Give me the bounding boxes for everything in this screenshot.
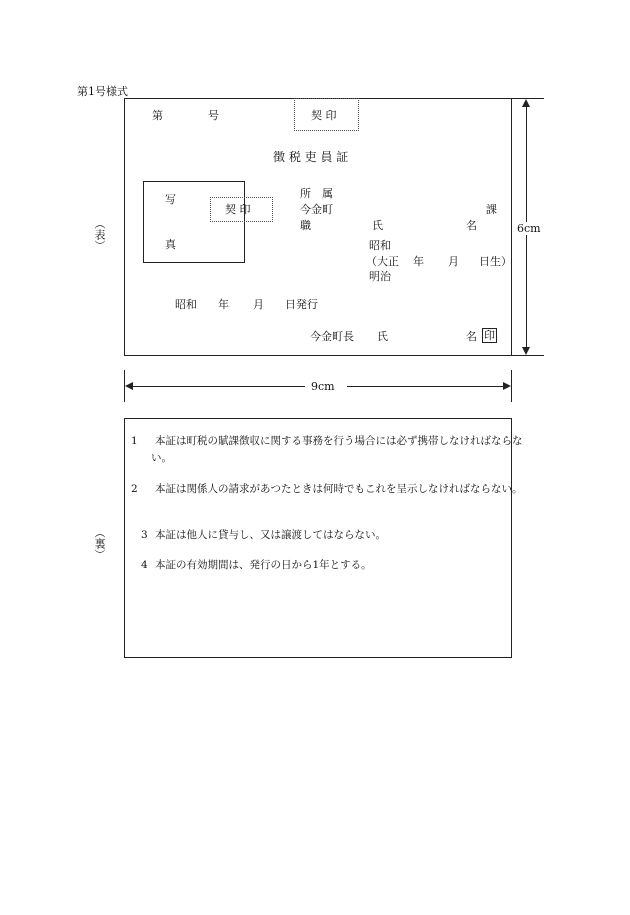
width-ext-right	[511, 370, 512, 402]
seal-top-label: 契 印	[311, 109, 337, 122]
name-label-2: 名	[466, 219, 477, 232]
height-label: 6cm	[517, 222, 541, 235]
front-side-label: （表）	[93, 218, 106, 251]
number-prefix: 第	[152, 109, 163, 122]
form-label: 第1号様式	[77, 85, 128, 98]
photo-box	[143, 181, 245, 263]
width-dimension-line-left	[130, 386, 305, 387]
issuer-title: 今金町長	[310, 330, 354, 343]
affiliation-value: 今金町	[300, 203, 333, 216]
card-title: 徴 税 吏 員 証	[273, 150, 349, 164]
width-label: 9cm	[311, 380, 335, 393]
name-label-1: 氏	[372, 219, 383, 232]
height-arrow-down-icon	[522, 347, 530, 355]
number-suffix: 号	[208, 109, 219, 122]
era-meiji: 明治	[369, 270, 391, 283]
seal-photo-label: 契 印	[225, 203, 251, 216]
height-arrow-up-icon	[522, 99, 530, 107]
era-taisho: （大正	[366, 255, 399, 268]
note-4-text: 本証の有効期間は、発行の日から1年とする。	[155, 559, 372, 571]
issue-era: 昭和	[175, 298, 197, 311]
photo-bottom-label: 真	[165, 238, 176, 251]
note-2-number: 2	[131, 483, 138, 495]
note-4	[141, 557, 513, 574]
birth-day: 日生）	[479, 255, 512, 268]
issue-year: 年	[218, 298, 229, 311]
note-1-text: 本証は町税の賦課徴収に関する事務を行う場合には必ず携帯しなければならない。	[151, 435, 523, 464]
issuer-name-1: 氏	[377, 330, 388, 343]
affiliation-label: 所 属	[300, 187, 333, 200]
height-ext-bottom	[512, 355, 544, 356]
birth-month: 月	[448, 255, 459, 268]
era-showa: 昭和	[369, 239, 391, 252]
note-1-number: 1	[131, 435, 138, 447]
photo-top-label: 写	[165, 193, 176, 206]
note-4-number: 4	[141, 559, 148, 571]
note-2-text: 本証は関係人の請求があつたときは何時でもこれを呈示しなければならない。	[155, 483, 523, 495]
note-2	[131, 481, 523, 498]
birth-year: 年	[413, 255, 424, 268]
note-3	[141, 527, 513, 544]
back-side-label: （裏）	[93, 527, 106, 560]
issuer-name-2: 名	[466, 330, 477, 343]
width-arrow-left-icon	[125, 382, 133, 390]
issue-day: 日発行	[285, 298, 318, 311]
note-1	[131, 433, 523, 467]
note-3-text: 本証は他人に貸与し、又は譲渡してはならない。	[155, 529, 386, 541]
note-3-number: 3	[141, 529, 148, 541]
issue-month: 月	[253, 298, 264, 311]
width-dimension-line-right	[347, 386, 505, 387]
width-arrow-right-icon	[503, 382, 511, 390]
issuer-seal: 印	[484, 329, 495, 342]
section-label: 課	[486, 203, 497, 216]
job-title-label: 職	[300, 219, 311, 232]
